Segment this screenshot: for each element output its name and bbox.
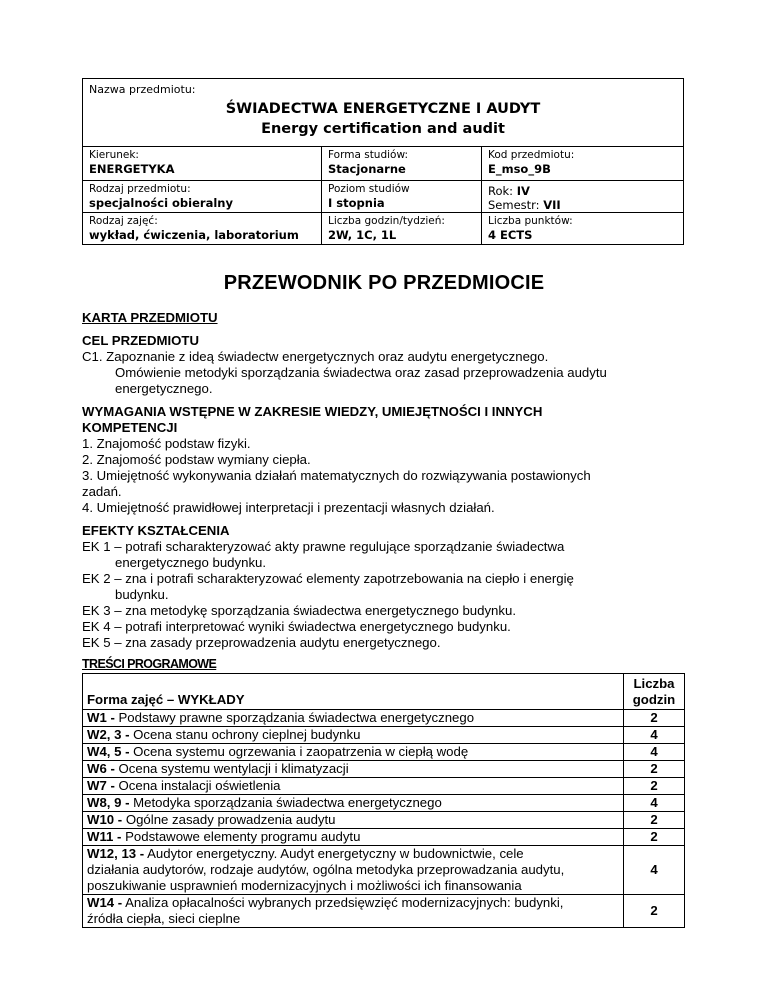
row-topic: [83, 846, 624, 895]
hours-header-line: godzin: [632, 691, 676, 707]
row-text: źródła ciepła, sieci cieplne: [87, 911, 241, 926]
row-code: W14 -: [87, 895, 123, 910]
subject-header-table: [82, 78, 684, 245]
field-rodzaj-zajec: [83, 213, 322, 244]
wymagania-heading: KOMPETENCJI: [82, 420, 178, 435]
cel-line: C1. Zapoznanie z ideą świadectw energetycznych oraz audytu energetycznego.: [82, 349, 549, 364]
column-header-form: Forma zajęć – WYKŁADY: [83, 674, 624, 710]
tresci-heading: TREŚCI PROGRAMOWE: [82, 657, 217, 671]
subject-name-cell: [83, 79, 683, 147]
subject-title-en: Energy certification and audit: [261, 121, 505, 137]
field-label: Rodzaj przedmiotu:: [89, 183, 191, 195]
karta-heading: KARTA PRZEDMIOTU: [82, 310, 218, 325]
row-code: W6 -: [87, 761, 115, 776]
table-row: [83, 778, 685, 795]
row-code: W11 -: [87, 829, 122, 844]
row-code: W8, 9 -: [87, 795, 130, 810]
efekt-line: EK 3 – zna metodykę sporządzania świadectwa energetycznego budynku.: [82, 603, 516, 618]
row-text: Ocena stanu ochrony cieplnej budynku: [129, 727, 361, 742]
subject-title-pl: ŚWIADECTWA ENERGETYCZNE I AUDYT: [225, 101, 541, 117]
field-value: VII: [543, 198, 561, 212]
field-liczba-punktow: [482, 213, 683, 244]
field-rok: [488, 184, 677, 198]
field-kod-przedmiotu: [482, 147, 683, 181]
row-hours: 2: [624, 812, 685, 829]
efekt-line: energetycznego budynku.: [115, 555, 267, 570]
table-row: [83, 812, 685, 829]
table-row: [83, 829, 685, 846]
row-text: Metodyka sporządzania świadectwa energetycznego: [129, 795, 442, 810]
field-label: Kod przedmiotu:: [488, 149, 575, 161]
row-hours: 4: [624, 727, 685, 744]
field-label: Forma studiów:: [328, 149, 409, 161]
table-row: [83, 710, 685, 727]
field-poziom-studiow: [322, 181, 482, 213]
field-value: Stacjonarne: [328, 162, 406, 176]
row-text: Podstawowe elementy programu audytu: [121, 829, 361, 844]
field-value: I stopnia: [328, 196, 385, 210]
hours-header-line: Liczba: [633, 675, 675, 691]
field-label: Semestr:: [488, 198, 540, 212]
program-table: [82, 673, 685, 928]
row-code: W7 -: [87, 778, 115, 793]
row-topic: [83, 812, 624, 829]
row-topic: [83, 829, 624, 846]
table-header-row: [83, 674, 685, 710]
table-row: [83, 761, 685, 778]
row-hours: 2: [624, 710, 685, 727]
row-topic: [83, 895, 624, 928]
field-value: wykład, ćwiczenia, laboratorium: [89, 228, 299, 242]
row-code: W1 -: [87, 710, 115, 725]
list-item: 4. Umiejętność prawidłowej interpretacji i prezentacji własnych działań.: [82, 500, 495, 515]
column-header-hours: [624, 674, 685, 710]
row-code: W10 -: [87, 812, 123, 827]
field-kierunek: [83, 147, 322, 181]
cel-heading: CEL PRZEDMIOTU: [82, 333, 199, 348]
table-row: [83, 727, 685, 744]
cel-section: [82, 333, 702, 397]
field-rok-semestr: [482, 181, 683, 213]
efekty-heading: EFEKTY KSZTAŁCENIA: [82, 523, 230, 538]
field-value: 4 ECTS: [488, 228, 533, 242]
row-hours: 2: [624, 829, 685, 846]
list-item: 2. Znajomość podstaw wymiany ciepła.: [82, 452, 311, 467]
row-topic: [83, 710, 624, 727]
row-hours: 2: [624, 895, 685, 928]
field-label: Kierunek:: [89, 149, 139, 161]
field-liczba-godzin: [322, 213, 482, 244]
table-row: [83, 795, 685, 812]
row-text: Ocena systemu wentylacji i klimatyzacji: [114, 761, 349, 776]
field-value: 2W, 1C, 1L: [328, 228, 397, 242]
row-text: działania audytorów, rodzaje audytów, ogólna metodyka przeprowadzania audytu,: [87, 862, 565, 877]
page-title: PRZEWODNIK PO PRZEDMIOCIE: [223, 272, 545, 294]
field-forma-studiow: [322, 147, 482, 181]
field-label: Liczba punktów:: [488, 215, 573, 227]
cel-line: energetycznego.: [115, 381, 213, 396]
row-code: W12, 13 -: [87, 846, 145, 861]
efekty-section: [82, 523, 702, 651]
row-hours: 4: [624, 744, 685, 761]
efekt-line: EK 2 – zna i potrafi scharakteryzować elementy zapotrzebowania na ciepło i energię: [82, 571, 574, 586]
table-row: [83, 895, 685, 928]
efekt-line: EK 4 – potrafi interpretować wyniki świadectwa energetycznego budynku.: [82, 619, 511, 634]
field-rodzaj-przedmiotu: [83, 181, 322, 213]
row-text: poszukiwanie usprawnień modernizacyjnych i możliwości ich finansowania: [87, 878, 522, 893]
row-hours: 2: [624, 761, 685, 778]
efekt-line: budynku.: [115, 587, 169, 602]
row-code: W2, 3 -: [87, 727, 130, 742]
row-topic: [83, 761, 624, 778]
row-hours: 4: [624, 846, 685, 895]
row-topic: [83, 778, 624, 795]
list-item: 1. Znajomość podstaw fizyki.: [82, 436, 251, 451]
wymagania-heading: WYMAGANIA WSTĘPNE W ZAKRESIE WIEDZY, UMIEJĘTNOŚCI I INNYCH: [82, 404, 543, 419]
list-item: 3. Umiejętność wykonywania działań matematycznych do rozwiązywania postawionych: [82, 468, 591, 483]
row-text: Ogólne zasady prowadzenia audytu: [122, 812, 336, 827]
field-value: specjalności obieralny: [89, 196, 233, 210]
subject-name-label: Nazwa przedmiotu:: [89, 83, 196, 96]
field-label: Liczba godzin/tydzień:: [328, 215, 445, 227]
field-value: E_mso_9B: [488, 162, 551, 176]
row-topic: [83, 795, 624, 812]
row-text: Ocena instalacji oświetlenia: [114, 778, 281, 793]
row-hours: 2: [624, 778, 685, 795]
cel-line: Omówienie metodyki sporządzania świadectwa oraz zasad przeprowadzenia audytu: [115, 365, 607, 380]
row-text: Ocena systemu ogrzewania i zaopatrzenia w ciepłą wodę: [129, 744, 469, 759]
row-topic: [83, 744, 624, 761]
wymagania-list: [82, 436, 702, 516]
field-semestr: [488, 198, 677, 212]
row-text: Analiza opłacalności wybranych przedsięwzięć modernizacyjnych: budynki,: [122, 895, 564, 910]
row-text: Podstawy prawne sporządzania świadectwa energetycznego: [114, 710, 475, 725]
field-label: Rok:: [488, 184, 514, 198]
row-code: W4, 5 -: [87, 744, 130, 759]
field-value: ENERGETYKA: [89, 162, 175, 176]
row-text: Audytor energetyczny. Audyt energetyczny w budownictwie, cele: [144, 846, 524, 861]
wymagania-section: [82, 404, 702, 516]
field-value: IV: [516, 184, 530, 198]
row-topic: [83, 727, 624, 744]
field-label: Rodzaj zajęć:: [89, 215, 158, 227]
table-row: [83, 744, 685, 761]
efekt-line: EK 5 – zna zasady przeprowadzenia audytu energetycznego.: [82, 635, 441, 650]
list-item: zadań.: [82, 484, 122, 499]
table-row: [83, 846, 685, 895]
efekt-line: EK 1 – potrafi scharakteryzować akty prawne regulujące sporządzanie świadectwa: [82, 539, 565, 554]
row-hours: 4: [624, 795, 685, 812]
field-label: Poziom studiów: [328, 183, 410, 195]
